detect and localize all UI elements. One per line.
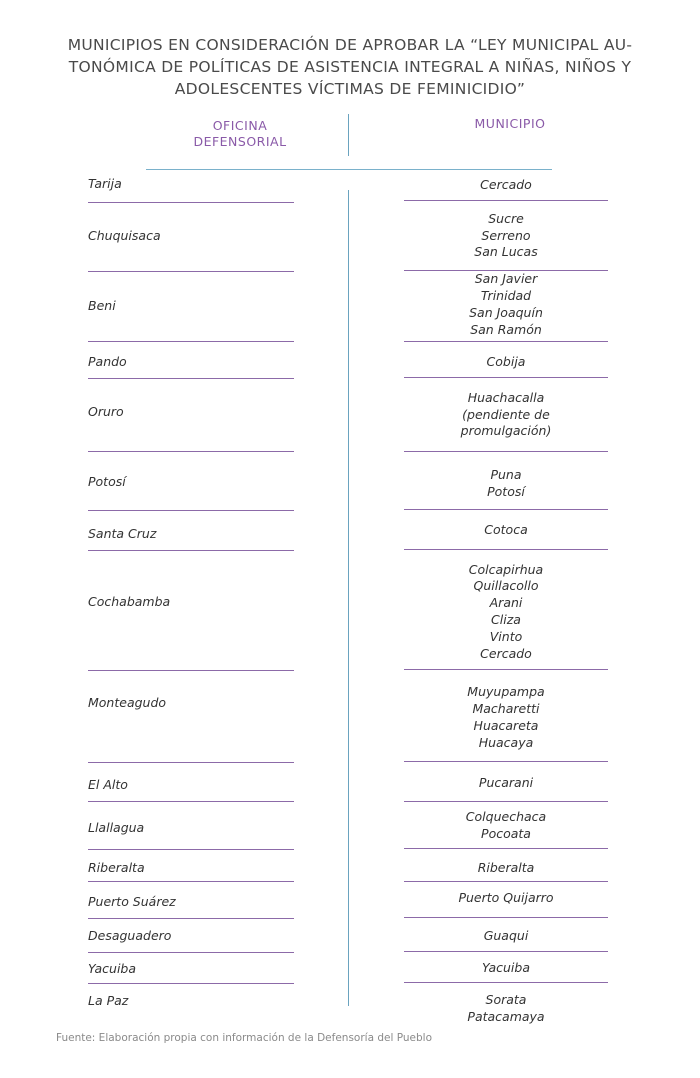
municipality-cell	[404, 928, 608, 945]
office-row-divider	[88, 918, 294, 919]
municipality-name: Colquechaca	[465, 809, 547, 825]
municipality-name: Arani	[489, 595, 523, 611]
office-name: Yacuiba	[88, 961, 137, 976]
municipality-row-divider	[404, 801, 608, 802]
municipality-row-divider	[404, 951, 608, 952]
municipality-cell	[404, 354, 608, 371]
office-row-divider	[88, 983, 294, 984]
office-column-header	[170, 118, 310, 150]
municipality-column-header: MUNICIPIO	[474, 116, 546, 131]
municipality-name: Guaqui	[483, 927, 529, 943]
municipality-row-divider	[404, 761, 608, 762]
office-name: Pando	[88, 354, 127, 369]
municipality-name: Yacuiba	[481, 959, 530, 975]
office-name: La Paz	[88, 993, 129, 1008]
municipality-cell	[404, 684, 608, 751]
municipality-cell	[404, 890, 608, 907]
municipality-row-divider	[404, 917, 608, 918]
municipality-cell	[404, 522, 608, 539]
municipality-row-divider	[404, 549, 608, 550]
municipality-cell	[404, 177, 608, 194]
municipality-name: Patacamaya	[467, 1008, 545, 1024]
municipality-name: Huacaya	[478, 734, 534, 750]
body-column-divider	[348, 190, 349, 1006]
municipality-name: Macharetti	[472, 701, 540, 717]
office-name: Puerto Suárez	[88, 894, 176, 909]
municipality-name: Quillacollo	[473, 578, 539, 594]
title-line: MUNICIPIOS EN CONSIDERACIÓN DE APROBAR LA “LEY MUNICIPAL AU-	[67, 36, 633, 54]
municipality-name: San Lucas	[474, 244, 538, 260]
header-divider	[146, 169, 552, 170]
municipality-name: Huachacalla	[467, 389, 545, 405]
municipality-name: Cotoca	[484, 521, 528, 537]
office-name: Santa Cruz	[88, 526, 157, 541]
municipality-row-divider	[404, 341, 608, 342]
office-name: Chuquisaca	[88, 228, 161, 243]
municipality-name: Cercado	[480, 645, 532, 661]
municipality-cell	[404, 775, 608, 792]
office-name: Monteagudo	[88, 695, 167, 710]
municipality-name: Potosí	[487, 483, 525, 499]
office-row-divider	[88, 202, 294, 203]
office-row-divider	[88, 550, 294, 551]
municipality-name: Cliza	[491, 611, 521, 627]
municipality-name: Huacareta	[473, 717, 539, 733]
municipality-name: Sucre	[488, 210, 524, 226]
municipality-name: Trinidad	[480, 288, 532, 304]
municipality-row-divider	[404, 848, 608, 849]
office-name: Llallagua	[88, 820, 145, 835]
municipality-row-divider	[404, 451, 608, 452]
office-row-divider	[88, 341, 294, 342]
municipality-name: Cercado	[480, 176, 532, 192]
municipality-name: Cobija	[486, 353, 526, 369]
title-line: TONÓMICA DE POLÍTICAS DE ASISTENCIA INTEGRAL A NIÑAS, NIÑOS Y	[68, 58, 632, 76]
office-row-divider	[88, 271, 294, 272]
header-column-divider	[348, 114, 349, 156]
page-title	[30, 34, 670, 100]
municipality-name: Sorata	[485, 992, 527, 1008]
office-header-line: OFICINA	[212, 118, 268, 133]
municipality-cell	[404, 809, 608, 843]
municipality-cell	[404, 960, 608, 977]
municipality-row-divider	[404, 982, 608, 983]
municipality-cell	[404, 467, 608, 501]
municipality-row-divider	[404, 200, 608, 201]
municipality-name: Vinto	[489, 628, 523, 644]
municipality-name: San Ramón	[470, 321, 542, 337]
municipality-name: Puna	[490, 467, 522, 483]
office-name: Potosí	[88, 474, 126, 489]
municipality-name: promulgación)	[460, 423, 552, 439]
municipality-cell	[404, 271, 608, 338]
municipality-row-divider	[404, 669, 608, 670]
office-row-divider	[88, 762, 294, 763]
municipality-name: San Javier	[474, 271, 538, 287]
office-row-divider	[88, 451, 294, 452]
municipality-cell	[404, 860, 608, 877]
municipality-name: Pocoata	[481, 825, 531, 841]
office-name: Desaguadero	[88, 928, 172, 943]
office-row-divider	[88, 378, 294, 379]
municipality-name: Pucarani	[478, 774, 534, 790]
title-line: ADOLESCENTES VÍCTIMAS DE FEMINICIDIO”	[174, 80, 526, 98]
municipality-name: Riberalta	[477, 859, 535, 875]
municipality-name: Muyupampa	[467, 684, 545, 700]
municipality-cell	[404, 562, 608, 663]
municipality-cell	[404, 211, 608, 261]
office-row-divider	[88, 952, 294, 953]
municipality-cell	[404, 992, 608, 1026]
office-name: Beni	[88, 298, 116, 313]
source-note: Fuente: Elaboración propia con información de la Defensoría del Pueblo	[56, 1032, 432, 1044]
municipality-name: (pendiente de	[462, 406, 550, 422]
office-row-divider	[88, 849, 294, 850]
office-name: Cochabamba	[88, 594, 171, 609]
office-row-divider	[88, 881, 294, 882]
municipality-name: San Joaquín	[469, 304, 543, 320]
office-name: Riberalta	[88, 860, 145, 875]
municipality-row-divider	[404, 509, 608, 510]
municipality-cell	[404, 390, 608, 440]
municipality-name: Serreno	[481, 227, 531, 243]
municipality-name: Colcapirhua	[468, 561, 544, 577]
office-row-divider	[88, 801, 294, 802]
office-header-line: DEFENSORIAL	[193, 134, 287, 149]
municipality-row-divider	[404, 881, 608, 882]
municipality-row-divider	[404, 377, 608, 378]
municipality-name: Puerto Quijarro	[458, 889, 554, 905]
office-row-divider	[88, 670, 294, 671]
office-name: Tarija	[88, 176, 122, 191]
office-name: Oruro	[88, 404, 124, 419]
office-row-divider	[88, 510, 294, 511]
office-name: El Alto	[88, 777, 128, 792]
